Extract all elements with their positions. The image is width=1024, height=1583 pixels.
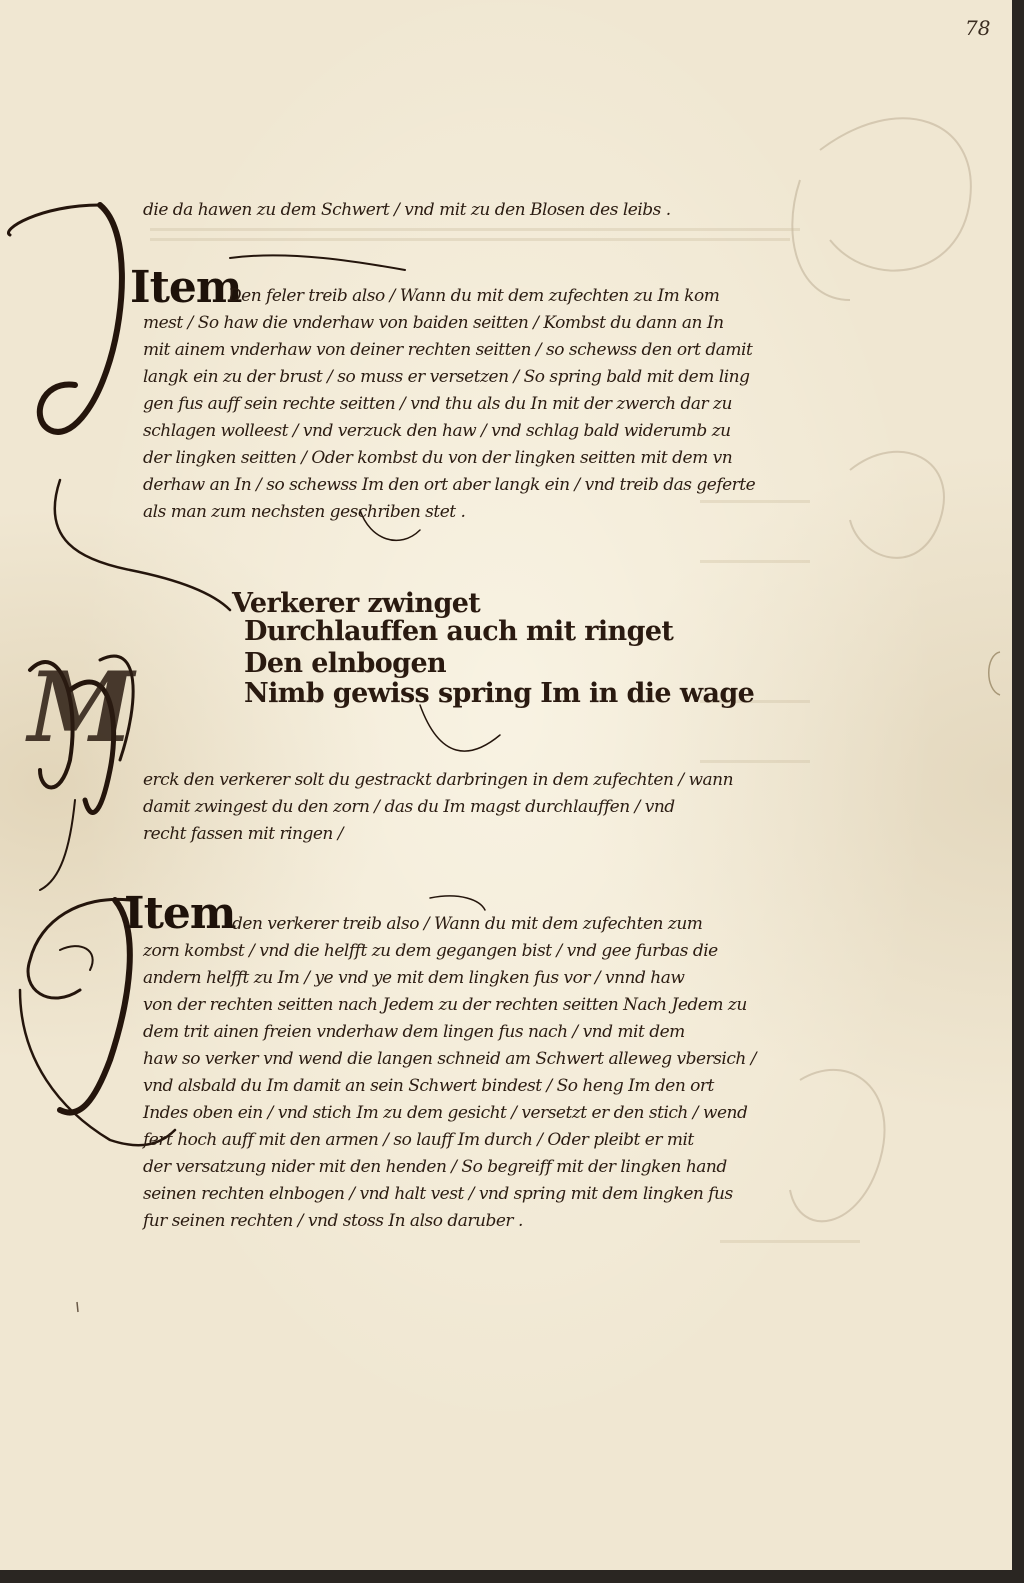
item-initial-word: Item [130,262,242,313]
verse-line: Verkerer zwinget [232,588,481,619]
text-line: mit ainem vnderhaw von deiner rechten seitten / so schewss den ort damit [143,340,753,360]
text-line: schlagen wolleest / vnd verzuck den haw / vnd schlag bald widerumb zu [143,421,731,441]
text-line: der versatzung nider mit den henden / So begreiff mit der lingken hand [143,1157,727,1177]
text-line: andern helfft zu Im / ye vnd ye mit dem lingken fus vor / vnnd haw [143,968,685,988]
text-line: der lingken seitten / Oder kombst du von der lingken seitten mit dem vn [143,448,733,468]
text-line: langk ein zu der brust / so muss er versetzen / So spring bald mit dem ling [143,367,750,387]
initial-letter-m: M [28,651,134,764]
text-line: Indes oben ein / vnd stich Im zu dem gesicht / versetzt er den stich / wend [143,1103,748,1123]
text-line: den verkerer treib also / Wann du mit dem zufechten zum [232,914,703,934]
text-line: fert hoch auff mit den armen / so lauff Im durch / Oder pleibt er mit [143,1130,694,1150]
text-line: zorn kombst / vnd die helfft zu dem gegangen bist / vnd gee furbas die [143,941,718,961]
text-line: dem trit ainen freien vnderhaw dem lingen fus nach / vnd mit dem [143,1022,685,1042]
verse-line: Den elnbogen [244,648,447,679]
text-line: haw so verker vnd wend die langen schneid am Schwert alleweg vbersich / [143,1049,756,1069]
text-line: damit zwingest du den zorn / das du Im magst durchlauffen / vnd [143,797,675,817]
text-line: gen fus auff sein rechte seitten / vnd thu als du In mit der zwerch dar zu [143,394,732,414]
folio-number: 78 [965,16,991,40]
text-line: mest / So haw die vnderhaw von baiden seitten / Kombst du dann an In [143,313,724,333]
scan-background-right [1012,0,1024,1583]
scan-background-bottom [0,1570,1024,1583]
text-line: derhaw an In / so schewss Im den ort aber langk ein / vnd treib das geferte [143,475,756,495]
item-initial-word: Item [124,888,236,939]
text-line: die da hawen zu dem Schwert / vnd mit zu den Blosen des leibs . [143,200,671,220]
verse-line: Nimb gewiss spring Im in die wage [244,678,755,709]
text-line: seinen rechten elnbogen / vnd halt vest / vnd spring mit dem lingken fus [143,1184,733,1204]
text-line: recht fassen mit ringen / [143,824,344,844]
text-line: erck den verkerer solt du gestrackt darbringen in dem zufechten / wann [143,770,734,790]
text-line: fur seinen rechten / vnd stoss In also daruber . [143,1211,523,1231]
text-line: vnd alsbald du Im damit an sein Schwert bindest / So heng Im den ort [143,1076,714,1096]
verse-line: Durchlauffen auch mit ringet [244,616,674,647]
text-line: Den feler treib also / Wann du mit dem zufechten zu Im kom [228,286,720,306]
text-line: von der rechten seitten nach Jedem zu der rechten seitten Nach Jedem zu [143,995,747,1015]
text-line: als man zum nechsten geschriben stet . [143,502,466,522]
